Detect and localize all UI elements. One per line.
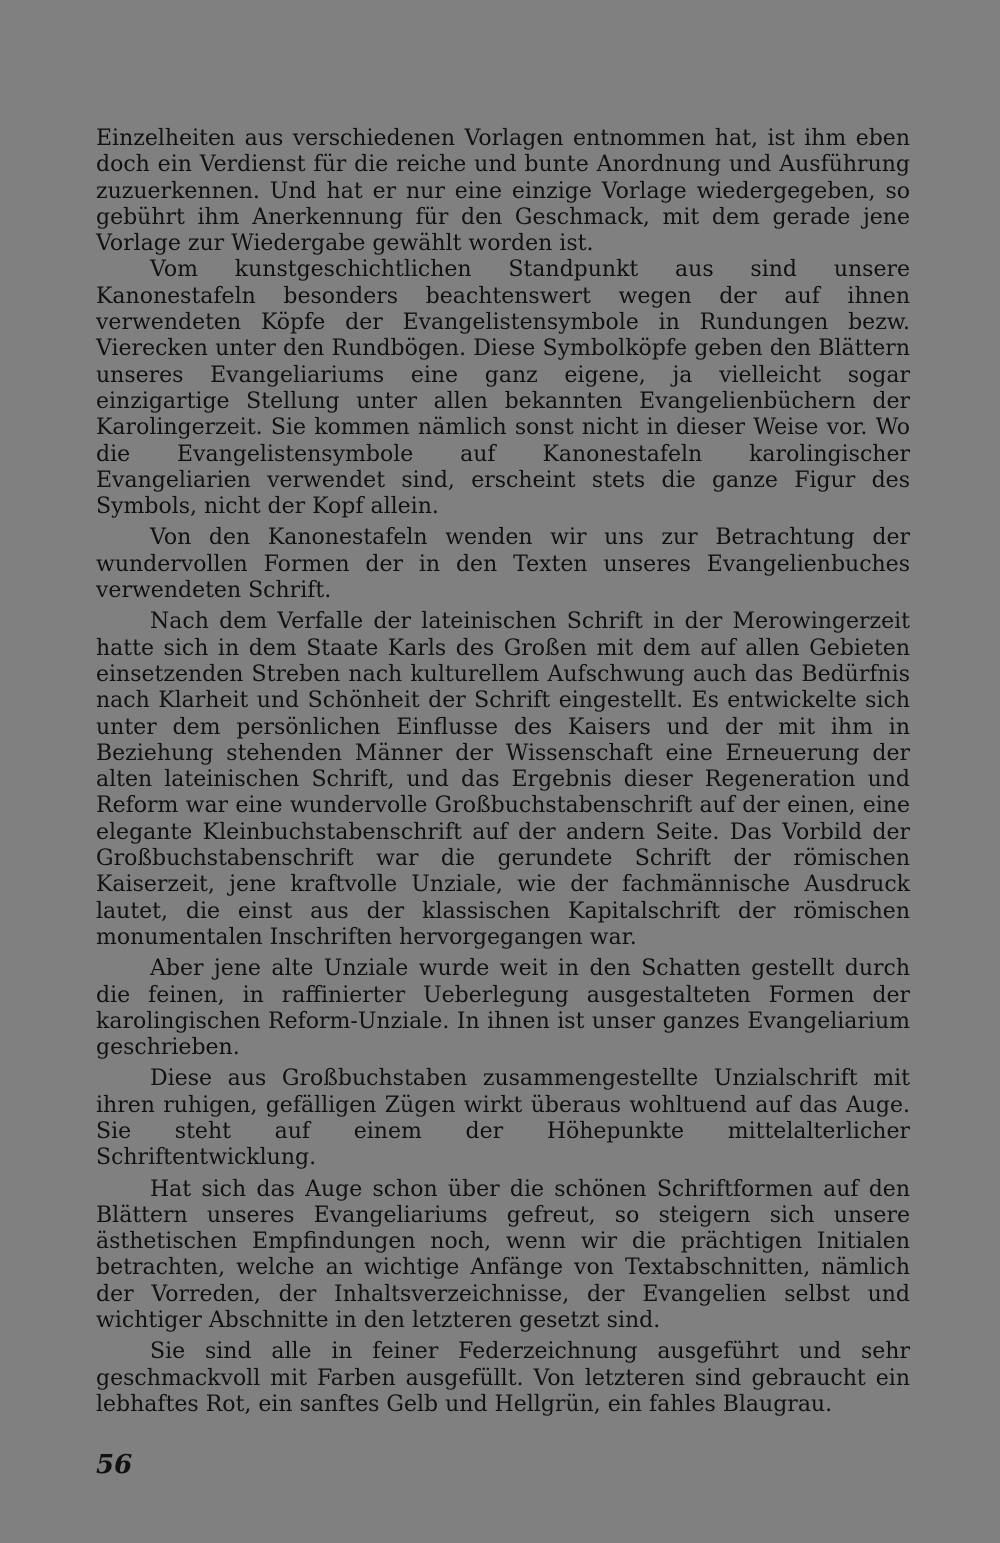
paragraph-8: Sie sind alle in feiner Federzeichnung ausgeführt und sehr geschmackvoll mit Farben ausgefüllt. Von letzteren sind gebraucht ein lebhaftes Rot, ein sanftes Gelb und Hellgrün, ein fahles Blaugrau. [96, 1339, 910, 1417]
body-text [96, 126, 910, 1418]
paragraph-4: Nach dem Verfalle der lateinischen Schrift in der Merowingerzeit hatte sich in dem Staate Karls des Großen mit dem auf allen Gebieten einsetzenden Streben nach kulturellem Aufschwung auch das Bedürfnis nach Klarheit und Schönheit der Schrift eingestellt. Es entwickelte sich unter dem persönlichen Einflusse des Kaisers und der mit ihm in Beziehung stehenden Männer der Wissenschaft eine Erneuerung der alten lateinischen Schrift, und das Ergebnis dieser Regeneration und Reform war eine wundervolle Großbuchstabenschrift auf der einen, eine elegante Kleinbuchstabenschrift auf der andern Seite. Das Vorbild der Großbuchstabenschrift war die gerundete Schrift der römischen Kaiserzeit, jene kraftvolle Unziale, wie der fachmännische Ausdruck lautet, die einst aus der klassischen Kapitalschrift der römischen monumentalen Inschriften hervorgegangen war. [96, 609, 910, 950]
paragraph-5: Aber jene alte Unziale wurde weit in den Schatten gestellt durch die feinen, in raffinierter Ueberlegung ausgestalteten Formen der karolingischen Reform-Unziale. In ihnen ist unser ganzes Evangeliarium geschrieben. [96, 956, 910, 1061]
paragraph-1: Einzelheiten aus verschiedenen Vorlagen entnommen hat, ist ihm eben doch ein Verdienst für die reiche und bunte Anordnung und Ausführung zuzuerkennen. Und hat er nur eine einzige Vorlage wiedergegeben, so gebührt ihm Anerkennung für den Geschmack, mit dem gerade jene Vorlage zur Wiedergabe gewählt worden ist. [96, 126, 910, 257]
paragraph-7: Hat sich das Auge schon über die schönen Schriftformen auf den Blättern unseres Evangeliariums gefreut, so steigern sich unsere ästhetischen Empfindungen noch, wenn wir die prächtigen Initialen betrachten, welche an wichtige Anfänge von Textabschnitten, nämlich der Vorreden, der Inhaltsverzeichnisse, der Evangelien selbst und wichtiger Abschnitte in den letzteren gesetzt sind. [96, 1176, 910, 1334]
paragraph-2: Vom kunstgeschichtlichen Standpunkt aus sind unsere Kanonestafeln besonders beachtenswert wegen der auf ihnen verwendeten Köpfe der Evangelistensymbole in Rundungen bezw. Vierecken unter den Rundbögen. Diese Symbolköpfe geben den Blättern unseres Evangeliariums eine ganz eigene, ja vielleicht sogar einzigartige Stellung unter allen bekannten Evangelienbüchern der Karolingerzeit. Sie kommen nämlich sonst nicht in dieser Weise vor. Wo die Evangelistensymbole auf Kanonestafeln karolingischer Evangeliarien verwendet sind, erscheint stets die ganze Figur des Symbols, nicht der Kopf allein. [96, 257, 910, 520]
paragraph-6: Diese aus Großbuchstaben zusammengestellte Unzialschrift mit ihren ruhigen, gefälligen Zügen wirkt überaus wohltuend auf das Auge. Sie steht auf einem der Höhepunkte mittelalterlicher Schriftentwicklung. [96, 1066, 910, 1171]
page-number: 56 [96, 1450, 133, 1480]
paragraph-3: Von den Kanonestafeln wenden wir uns zur Betrachtung der wundervollen Formen der in den Texten unseres Evangelienbuches verwendeten Schrift. [96, 525, 910, 604]
